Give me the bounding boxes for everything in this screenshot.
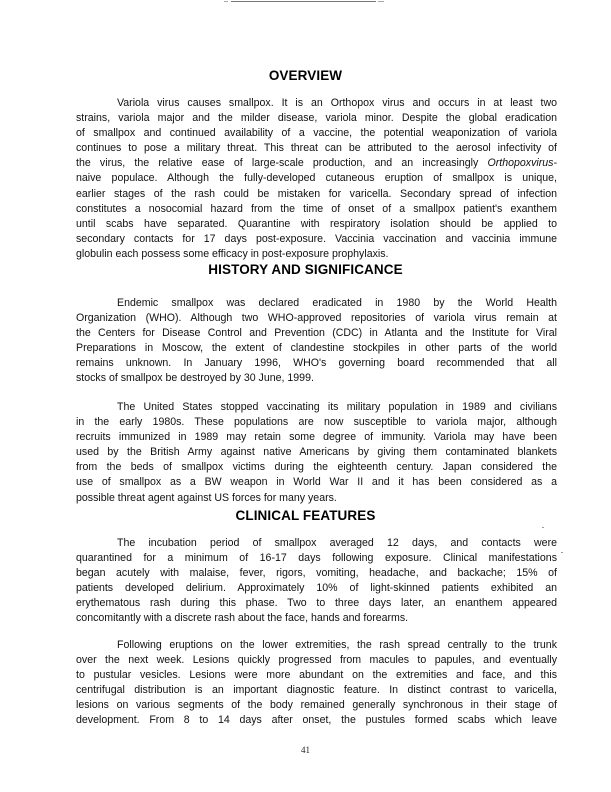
text-line: lesions on various segments of the body remained generally synchronous in their stage of <box>76 699 557 712</box>
text-line: the Centers for Disease Control and Prevention (CDC) in Atlanta and the Institute for Viral <box>76 327 557 340</box>
text-line: of smallpox and continued availability of a vaccine, the potential weaponization of variola <box>76 127 557 140</box>
page-number: 41 <box>301 745 310 755</box>
paragraph-history-1 <box>76 296 557 387</box>
text-line: The incubation period of smallpox averaged 12 days, and contacts were <box>117 537 557 549</box>
text-line: naive populace. Although the fully-developed cutaneous eruption of smallpox is unique, <box>76 172 557 185</box>
text-line: quarantined for a minimum of 16-17 days following exposure. Clinical manifestations <box>76 552 557 565</box>
text-line: concomitantly with a discrete rash about the face, hands and forearms. <box>76 612 409 625</box>
text-line: The United States stopped vaccinating its military population in 1989 and civilians <box>117 401 557 413</box>
text-line: to pustular vesicles. Lesions were more abundant on the extremities and face, and this <box>76 669 557 682</box>
text-line: strains, variola major and the milder disease, variola minor. Despite the global eradication <box>76 112 557 125</box>
paragraph-history-2 <box>76 400 557 506</box>
text-line: stocks of smallpox be destroyed by 30 June, 1999. <box>76 372 314 385</box>
text-line: Endemic smallpox was declared eradicated in 1980 by the World Health <box>117 297 557 309</box>
text-line: over the next week. Lesions quickly progressed from macules to papules, and eventually <box>76 654 557 667</box>
text-line: Following eruptions on the lower extremities, the rash spread centrally to the trunk <box>117 639 557 651</box>
text-line: used by the British Army against native Americans by giving them contaminated blankets <box>76 446 557 459</box>
text-line: earlier stages of the rash could be mistaken for varicella. Secondary spread of infection <box>76 187 557 200</box>
top-scan-rule <box>231 1 376 2</box>
text-line: use of smallpox as a BW weapon in World War II and it has been considered as a <box>76 476 557 489</box>
text-line: recruits immunized in 1989 may retain some degree of immunity. Variola may have been <box>76 431 557 444</box>
paragraph-overview <box>76 96 557 262</box>
section-heading-clinical: CLINICAL FEATURES <box>235 508 376 523</box>
text-line: erythematous rash during this phase. Two to three days later, an enanthem appeared <box>76 597 557 610</box>
text-line: in the early 1980s. These populations are now susceptible to variola major, although <box>76 416 557 429</box>
text-line: began acutely with malaise, fever, rigors, vomiting, headache, and backache; 15% of <box>76 567 557 580</box>
text-line: possible threat agent against US forces for many years. <box>76 491 337 504</box>
scan-artifact <box>378 1 384 2</box>
text-line: continues to pose a military threat. This threat can be attributed to the aerosol infectivity of <box>76 142 557 155</box>
scan-artifact <box>542 527 544 528</box>
text-line: Preparations in Moscow, the extent of clandestine stockpiles in other parts of the world <box>76 342 557 355</box>
text-line: centrifugal distribution is an important diagnostic feature. In distinct contrast to varicella, <box>76 684 557 697</box>
text-line: until scabs have separated. Quarantine with respiratory isolation should be applied to <box>76 217 557 230</box>
text-line: patients developed delirium. Approximately 10% of light-skinned patients exhibited an <box>76 582 557 595</box>
text-line: constitutes a nosocomial hazard from the time of onset of a smallpox patient's exanthem <box>76 202 557 215</box>
paragraph-clinical-1 <box>76 536 557 627</box>
text-line: development. From 8 to 14 days after onset, the pustules formed scabs which leave <box>76 714 557 727</box>
text-line: secondary contacts for 17 days post-exposure. Vaccinia vaccination and vaccinia immune <box>76 232 557 245</box>
text-line: Variola virus causes smallpox. It is an Orthopox virus and occurs in at least two <box>117 97 557 109</box>
text-line: from the beds of smallpox victims during the eighteenth century. Japan considered the <box>76 461 557 474</box>
italic-term: Orthopoxvirus- <box>487 157 557 170</box>
text-line: globulin each possess some efficacy in post-exposure prophylaxis. <box>76 247 389 260</box>
scan-artifact <box>224 1 228 2</box>
paragraph-clinical-2 <box>76 638 557 729</box>
section-heading-history: HISTORY AND SIGNIFICANCE <box>208 262 403 277</box>
scan-artifact <box>561 552 563 553</box>
text-line: Organization (WHO). Although two WHO-approved repositories of variola virus remain at <box>76 312 557 325</box>
text-line <box>76 156 557 171</box>
text-fragment: the virus, the relative ease of large-scale production, and an increasingly <box>76 157 488 170</box>
text-line: remains unknown. In January 1996, WHO's governing board recommended that all <box>76 357 557 370</box>
section-heading-overview: OVERVIEW <box>268 68 343 83</box>
